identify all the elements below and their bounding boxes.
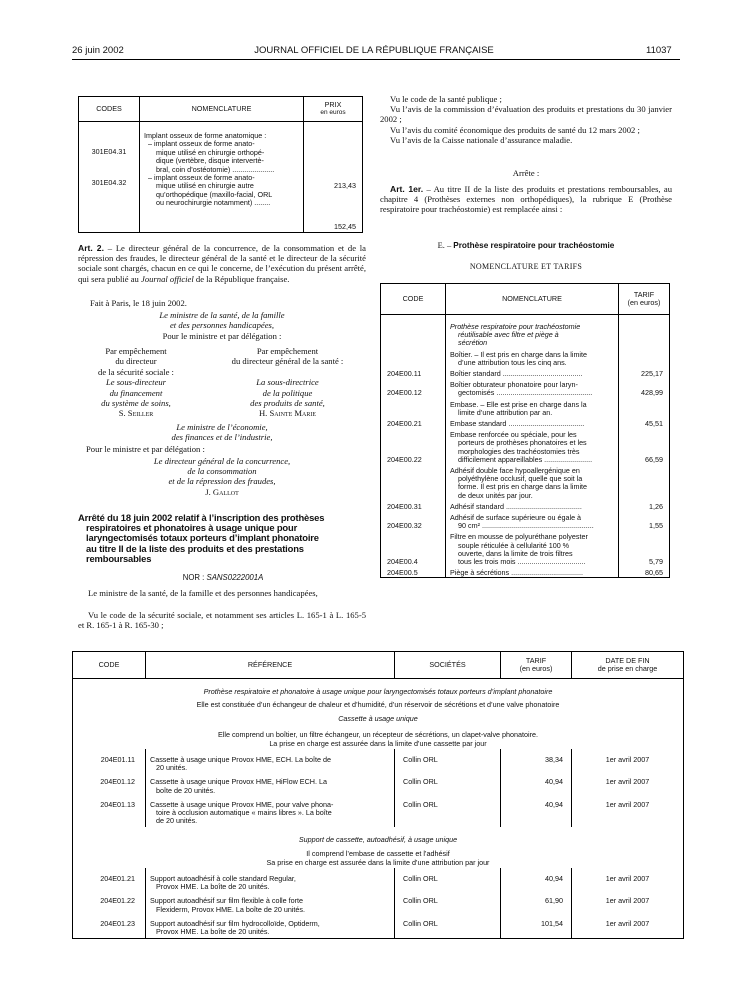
row-date-fin: 1er avril 2007 xyxy=(572,893,684,915)
header-date: 26 juin 2002 xyxy=(72,45,124,56)
code-value: 204E00.12 xyxy=(387,388,422,398)
row-tarif xyxy=(619,464,670,500)
row-code: 204E01.13 xyxy=(73,797,146,828)
reference-line: Provox HME. La boîte de 20 unités. xyxy=(156,882,270,892)
row-societe: Collin ORL xyxy=(395,797,501,828)
tarif-value: 1,26 xyxy=(649,501,663,511)
section-description-cell: Il comprend l’embase de cassette et l’adhésif xyxy=(73,846,684,859)
row-reference xyxy=(146,749,395,774)
subsection-title-cell: Cassette à usage unique xyxy=(73,710,684,724)
row-code xyxy=(381,398,446,417)
row-nomenclature xyxy=(446,566,619,578)
section-title xyxy=(73,679,684,698)
subsection-title xyxy=(73,710,684,724)
nomenclature-entry-2: – implant osseux de forme anato- mique utilisé en chirurgie autre qu’orthopédique (maxillo-facial, ORL ou neurochirurgie notamment) ........ xyxy=(148,173,273,208)
nomenclature-line: souple réticulée à cellularité 100 % xyxy=(458,540,570,550)
row-code: 204E01.23 xyxy=(73,916,146,939)
article-2: Art. 2. – Le directeur général de la concurrence, de la consommation et de la répression des fraudes, le directeur général de la santé et le directeur de la sécurité sociale sont chargés, chacun en ce qui le concerne, de l’exécution du présent arrêté, qui sera publié au Journal officiel de la République française. xyxy=(78,243,366,284)
col-header-nomenclature: NOMENCLATURE xyxy=(446,284,619,315)
col-header-code: CODE xyxy=(73,652,146,679)
table-row xyxy=(381,464,670,500)
row-reference xyxy=(146,774,395,796)
row-code xyxy=(381,348,446,367)
reference-line: Cassette à usage unique Provox HME, ECH. La boîte de xyxy=(150,755,331,765)
delegation-2: Pour le ministre et par délégation : xyxy=(86,444,205,454)
row-nomenclature xyxy=(446,464,619,500)
row-nomenclature xyxy=(446,367,619,378)
nomenclature-line: Adhésif de surface supérieure ou égale à xyxy=(450,513,582,523)
row-code: 204E01.11 xyxy=(73,749,146,774)
table-row xyxy=(381,417,670,428)
row-tarif xyxy=(619,315,670,348)
row-code xyxy=(381,367,446,378)
arrete-label: Arrête : xyxy=(512,168,540,178)
row-tarif xyxy=(619,428,670,464)
col-header-nomenclature: NOMENCLATURE xyxy=(140,97,304,122)
reference-line: de 20 unités. xyxy=(156,816,198,826)
section-description xyxy=(73,846,684,859)
header-page-number: 11037 xyxy=(646,45,672,56)
table-row xyxy=(381,428,670,464)
nomenclature-line: Adhésif double face hypoallergénique en xyxy=(450,466,580,476)
reference-line: Support autoadhésif sur film hydrocolloïde, Optiderm, xyxy=(150,918,320,928)
table-row xyxy=(381,398,670,417)
tarif-value: 225,17 xyxy=(641,369,663,379)
nomenclature-line: ouverte, dans la limite de trois filtres xyxy=(458,548,573,558)
row-nomenclature xyxy=(446,511,619,530)
table-row-nomenclature: Implant osseux de forme anatomique : – implant osseux de forme anato- mique utilisé en chirurgie orthopé- dique (vertèbre, disque intervertè- bral, coin d’ostéotomie) ..................... – implant osseux de forme anato- mique utilisé en chirurgie autre qu’orthopédique (maxillo-facial, ORL ou neurochirurgie notamment) ........ xyxy=(140,122,304,233)
row-nomenclature xyxy=(446,428,619,464)
nomenclature-line: Embase standard ...................................... xyxy=(450,419,585,429)
nomenclature-line: Prothèse respiratoire pour trachéostomie xyxy=(450,322,581,331)
header-rule xyxy=(72,59,680,60)
arrete-title: Arrêté du 18 juin 2002 relatif à l’inscription des prothèses respiratoires et phonatoires à usage unique pour laryngectomisés totaux porteurs d’implant phonatoire au titre II de la liste des produits et des prestations remboursables xyxy=(78,512,325,564)
row-nomenclature xyxy=(446,417,619,428)
table-row xyxy=(381,367,670,378)
nomenclature-line: Boîtier obturateur phonatoire pour laryn- xyxy=(450,380,578,390)
reference-line: Flexiderm, Provox HME. La boîte de 20 unités. xyxy=(156,904,306,914)
row-tarif: 61,90 xyxy=(501,893,572,915)
row-date-fin: 1er avril 2007 xyxy=(572,749,684,774)
row-code: 204E01.21 xyxy=(73,868,146,893)
nomenclature-entry-1: – implant osseux de forme anato- mique utilisé en chirurgie orthopé- dique (vertèbre, disque intervertè- bral, coin d’ostéotomie) ..................... xyxy=(148,139,275,174)
col-header-tarif: TARIF (en euros) xyxy=(501,652,572,679)
nor-reference: NOR : SANS0222001A xyxy=(182,573,264,582)
row-tarif xyxy=(619,348,670,367)
reference-line: boîte de 20 unités. xyxy=(156,785,216,795)
col-header-prix: PRIX en euros xyxy=(304,97,363,122)
table-row-prices: 213,43 152,45 xyxy=(304,122,363,233)
col-header-codes: CODES xyxy=(79,97,140,122)
table-row xyxy=(381,315,670,348)
row-code xyxy=(381,417,446,428)
row-tarif: 40,94 xyxy=(501,797,572,828)
row-societe: Collin ORL xyxy=(395,893,501,915)
nomenclature-line: de deux unités par jour. xyxy=(458,490,533,500)
nomenclature-line: porteurs de prothèses phonatoires et les xyxy=(458,438,587,448)
row-tarif: 101,54 xyxy=(501,916,572,939)
row-tarif xyxy=(619,566,670,578)
nomenclature-line: d’une attribution tous les cinq ans. xyxy=(458,357,567,367)
row-date-fin: 1er avril 2007 xyxy=(572,868,684,893)
table-row-codes: 301E04.31 301E04.32 xyxy=(79,122,140,233)
section-e-title: E. – Prothèse respiratoire pour trachéostomie xyxy=(437,241,615,250)
table-row xyxy=(73,893,684,915)
table-row xyxy=(381,511,670,530)
article-1: Art. 1er. – Au titre II de la liste des produits et prestations remboursables, au chapitre 4 (Prothèses externes non orthopédiques), la rubrique E (Prothèse respiratoire pour trachéostomie) est remplacée ainsi : xyxy=(380,184,672,215)
code-value: 204E00.21 xyxy=(387,419,422,429)
signature-date: Fait à Paris, le 18 juin 2002. xyxy=(90,298,187,308)
subsection-description-cell: Elle comprend un boîtier, un filtre échangeur, un récepteur de sécrétions, un clapet-valve phonatoire. xyxy=(73,725,684,740)
row-code: 204E01.12 xyxy=(73,774,146,796)
reference-line: Support autoadhésif sur film flexible à colle forte xyxy=(150,896,304,906)
section-description-cell: Elle est constituée d’un échangeur de chaleur et d’humidité, d’un réservoir de sécrétions et d’une valve phonatoire xyxy=(73,697,684,710)
row-tarif: 38,34 xyxy=(501,749,572,774)
reference-line: Provox HME. La boîte de 20 unités. xyxy=(156,927,270,937)
row-tarif: 40,94 xyxy=(501,868,572,893)
table-row xyxy=(381,348,670,367)
nomenclature-line: réutilisable avec filtre et piège à xyxy=(458,330,559,340)
col-header-date-fin: DATE DE FIN de prise en charge xyxy=(572,652,684,679)
row-societe: Collin ORL xyxy=(395,774,501,796)
row-societe: Collin ORL xyxy=(395,916,501,939)
delegation-1: Pour le ministre et par délégation : xyxy=(162,331,282,341)
single-use-prosthesis-table xyxy=(72,651,684,939)
table-row xyxy=(73,916,684,939)
header-title: JOURNAL OFFICIEL DE LA RÉPUBLIQUE FRANÇAISE xyxy=(254,45,494,56)
nomenclature-line: limite d’une attribution par an. xyxy=(458,407,553,417)
signature-left: Par empêchement du directeur de la sécurité sociale : Le sous-directeur du financement du système de soins, S. Seiller xyxy=(98,346,174,419)
code-value: 204E00.31 xyxy=(387,501,422,511)
row-nomenclature xyxy=(446,530,619,566)
row-tarif xyxy=(619,417,670,428)
row-reference xyxy=(146,797,395,828)
nomenclature-line: sécrétion xyxy=(458,338,488,348)
section-description xyxy=(73,697,684,710)
nomenclature-line: Embase renforcée ou spéciale, pour les xyxy=(450,430,577,440)
row-code xyxy=(381,464,446,500)
section-title-cell: Prothèse respiratoire et phonatoire à usage unique pour laryngectomisés totaux porteurs d’implant phonatoire xyxy=(73,679,684,698)
reference-line: toire à occlusion automatique « mains libres ». La boîte xyxy=(156,808,332,818)
row-societe: Collin ORL xyxy=(395,868,501,893)
table-row xyxy=(381,530,670,566)
section-title xyxy=(73,827,684,845)
tarif-value: 428,99 xyxy=(641,388,663,398)
minister-health: Le ministre de la santé, de la famille et des personnes handicapées, xyxy=(159,310,285,331)
row-code xyxy=(381,530,446,566)
nomenclature-line: Piège à sécrétions .................................... xyxy=(450,568,584,578)
code-value: 204E00.11 xyxy=(387,369,422,379)
reference-line: Support autoadhésif à colle standard Regular, xyxy=(150,874,296,884)
subsection-description xyxy=(73,740,684,749)
nomenclature-line: gectomisés ................................................ xyxy=(458,388,593,398)
tarif-value: 80,65 xyxy=(645,568,663,578)
tarif-value: 1,55 xyxy=(649,521,663,531)
section-description-cell: Sa prise en charge est assurée dans la limite d’une attribution par jour xyxy=(73,859,684,868)
col-header-code: CODE xyxy=(381,284,446,315)
table-row xyxy=(73,868,684,893)
code-value: 204E00.4 xyxy=(387,557,418,567)
table-row xyxy=(381,378,670,397)
row-code xyxy=(381,315,446,348)
row-code xyxy=(381,500,446,511)
row-code xyxy=(381,378,446,397)
row-tarif xyxy=(619,367,670,378)
row-reference xyxy=(146,893,395,915)
row-nomenclature xyxy=(446,500,619,511)
signature-right: Par empêchement du directeur général de la santé : La sous-directrice de la politique des produits de santé, H. Sainte Marie xyxy=(231,346,344,419)
col-header-reference: RÉFÉRENCE xyxy=(146,652,395,679)
nomenclature-line: difficilement appareillables ........................ xyxy=(458,454,593,464)
section-description xyxy=(73,859,684,868)
row-nomenclature xyxy=(446,315,619,348)
nomenclature-line: Embase. – Elle est prise en charge dans la xyxy=(450,399,587,409)
table-row xyxy=(381,566,670,578)
row-tarif xyxy=(619,511,670,530)
row-code xyxy=(381,511,446,530)
row-societe: Collin ORL xyxy=(395,749,501,774)
tarif-value: 5,79 xyxy=(649,557,663,567)
nomenclature-line: 90 cm² ........................................................ xyxy=(458,521,594,531)
table-row xyxy=(73,749,684,774)
table-row xyxy=(73,797,684,828)
code-value: 204E00.5 xyxy=(387,568,418,578)
tarif-value: 66,59 xyxy=(645,454,663,464)
row-tarif xyxy=(619,398,670,417)
row-tarif xyxy=(619,500,670,511)
director-general: Le directeur général de la concurrence, de la consommation et de la répression des fraudes, J. Gallot xyxy=(153,456,291,497)
row-nomenclature xyxy=(446,398,619,417)
preamble-code-secu: Vu le code de la sécurité sociale, et notamment ses articles L. 165-1 à L. 165-5 et R. 165-1 à R. 165-30 ; xyxy=(78,610,366,631)
subsection-description xyxy=(73,725,684,740)
code-value: 204E00.22 xyxy=(387,454,422,464)
row-tarif xyxy=(619,378,670,397)
nomenclature-line: Boîtier. – Il est pris en charge dans la limite xyxy=(450,349,588,359)
row-date-fin: 1er avril 2007 xyxy=(572,797,684,828)
nomenclature-line: Filtre en mousse de polyuréthane polyester xyxy=(450,532,588,542)
reference-line: Cassette à usage unique Provox HME, pour valve phona- xyxy=(150,799,334,809)
col-header-tarif: TARIF (en euros) xyxy=(619,284,670,315)
preamble-minister: Le ministre de la santé, de la famille et des personnes handicapées, xyxy=(88,588,318,598)
row-date-fin: 1er avril 2007 xyxy=(572,916,684,939)
row-tarif xyxy=(619,530,670,566)
tarif-value: 45,51 xyxy=(645,419,663,429)
visas: Vu le code de la santé publique ; Vu l’avis de la commission d’évaluation des produits et prestations du 30 janvier 2002 ; Vu l’avis du comité économique des produits de santé du 12 mars 2002 ; Vu l’avis de la Caisse nationale d’assurance maladie. xyxy=(380,94,672,145)
minister-economy: Le ministre de l’économie, des finances et de l’industrie, xyxy=(171,422,273,443)
subsection-description-cell: La prise en charge est assurée dans la limite d’une cassette par jour xyxy=(73,740,684,749)
code-value: 204E00.32 xyxy=(387,521,422,531)
row-reference xyxy=(146,868,395,893)
table-row xyxy=(73,774,684,796)
row-date-fin: 1er avril 2007 xyxy=(572,774,684,796)
row-tarif: 40,94 xyxy=(501,774,572,796)
reference-line: Cassette à usage unique Provox HME, HiFlow ECH. La xyxy=(150,777,327,787)
row-nomenclature xyxy=(446,378,619,397)
table-row xyxy=(381,500,670,511)
row-code: 204E01.22 xyxy=(73,893,146,915)
nomenclature-line: polyéthylène occlusif, quelle que soit la xyxy=(458,474,583,484)
row-code xyxy=(381,566,446,578)
row-code xyxy=(381,428,446,464)
col-header-societes: SOCIÉTÉS xyxy=(395,652,501,679)
row-reference xyxy=(146,916,395,939)
section-title-cell: Support de cassette, autoadhésif, à usage unique xyxy=(73,827,684,845)
nomenclature-line: forme. Il est pris en charge dans la limite xyxy=(458,482,588,492)
nomenclature-line: Adhésif standard ...................................... xyxy=(450,501,582,511)
nomenclature-line: tous les trois mois .................................. xyxy=(458,557,586,567)
implant-price-table xyxy=(78,96,363,233)
nomenclature-tarifs-heading: NOMENCLATURE ET TARIFS xyxy=(469,262,583,271)
row-nomenclature xyxy=(446,348,619,367)
tracheostomy-tariff-table xyxy=(380,283,670,578)
nomenclature-line: Boîtier standard ........................................ xyxy=(450,369,583,379)
reference-line: 20 unités. xyxy=(156,763,188,773)
nomenclature-line: morphologies des trachéostomies très xyxy=(458,446,580,456)
